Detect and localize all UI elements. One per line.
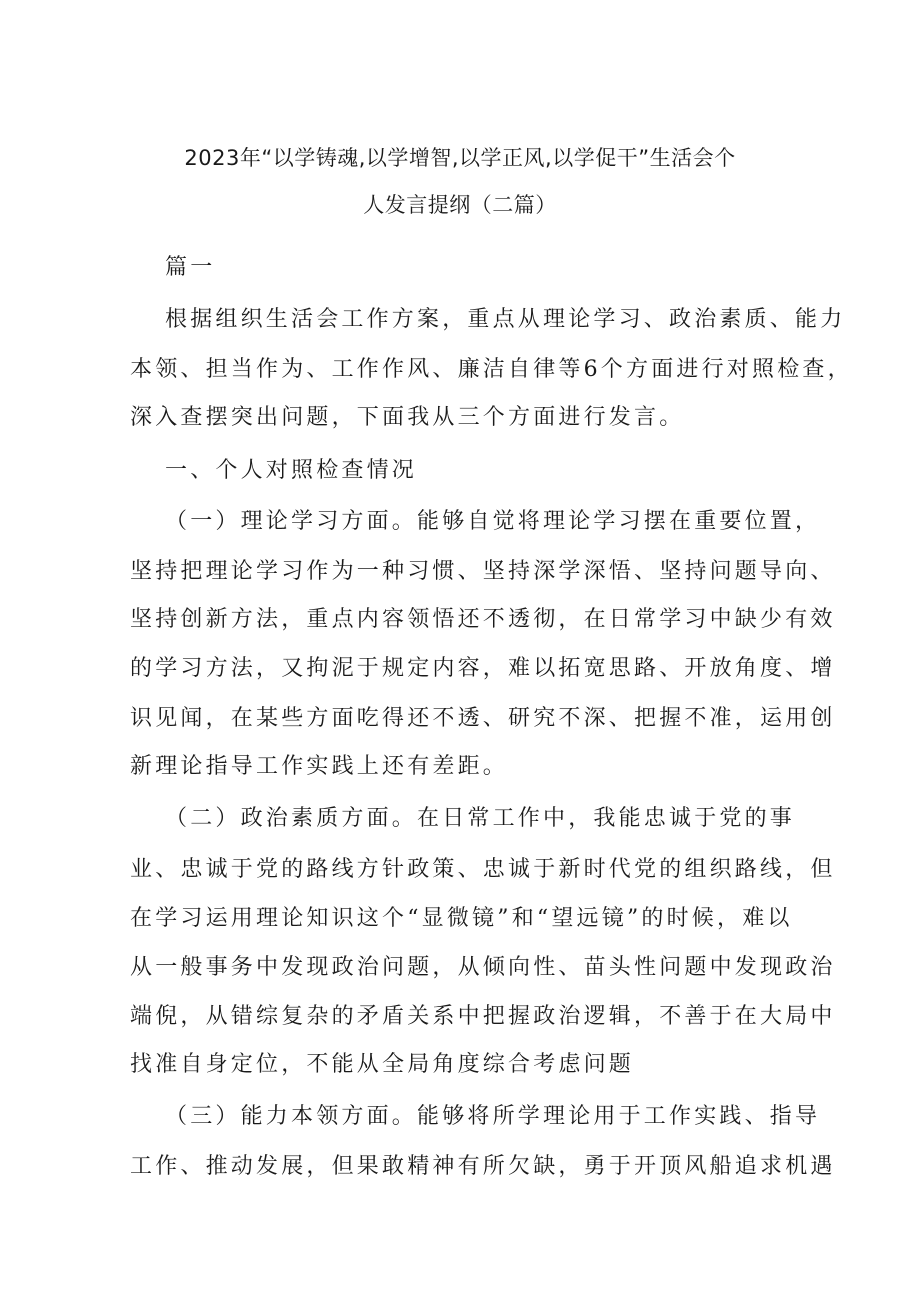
heading-personal-check: 一、个人对照检查情况 (165, 458, 418, 483)
intro-line-1: 根据组织生活会工作方案，重点从理论学习、政治素质、能力 (165, 307, 846, 332)
document-title-line-2: 人发言提纲（二篇） (363, 193, 557, 217)
para2-line-3: 在学习运用理论知识这个“显微镜”和“望远镜”的时候，难以 (130, 906, 793, 931)
para1-line-6: 新理论指导工作实践上还有差距。 (130, 754, 509, 779)
intro-line-2: 本领、担当作为、工作作风、廉洁自律等6个方面进行对照检查， (130, 357, 853, 382)
para3-line-2: 工作、推动发展，但果敢精神有所欠缺，勇于开顶风船追求机遇 (130, 1154, 836, 1179)
para2-line-2: 业、忠诚于党的路线方针政策、忠诚于新时代党的组织路线，但 (130, 857, 836, 882)
para2-line-1: （二）政治素质方面。在日常工作中，我能忠诚于党的事 (165, 806, 796, 831)
document-title-line-1: 2023年“以学铸魂,以学增智,以学正风,以学促干”生活会个 (184, 146, 736, 170)
para1-line-5: 识见闻，在某些方面吃得还不透、研究不深、把握不准，运用创 (130, 706, 836, 731)
para2-line-5: 端倪，从错综复杂的矛盾关系中把握政治逻辑，不善于在大局中 (130, 1004, 836, 1029)
para1-line-4: 的学习方法，又拘泥于规定内容，难以拓宽思路、开放角度、增 (130, 656, 836, 681)
para3-line-1: （三）能力本领方面。能够将所学理论用于工作实践、指导 (165, 1104, 821, 1129)
para1-line-1: （一）理论学习方面。能够自觉将理论学习摆在重要位置， (165, 509, 821, 534)
para1-line-3: 坚持创新方法，重点内容领悟还不透彻，在日常学习中缺少有效 (130, 607, 836, 632)
section-label: 篇一 (165, 255, 216, 280)
para1-line-2: 坚持把理论学习作为一种习惯、坚持深学深悟、坚持问题导向、 (130, 559, 836, 584)
intro-line-3: 深入查摆突出问题，下面我从三个方面进行发言。 (130, 405, 685, 430)
para2-line-6: 找准自身定位，不能从全局角度综合考虑问题 (130, 1052, 635, 1077)
para2-line-4: 从一般事务中发现政治问题，从倾向性、苗头性问题中发现政治 (130, 955, 836, 980)
